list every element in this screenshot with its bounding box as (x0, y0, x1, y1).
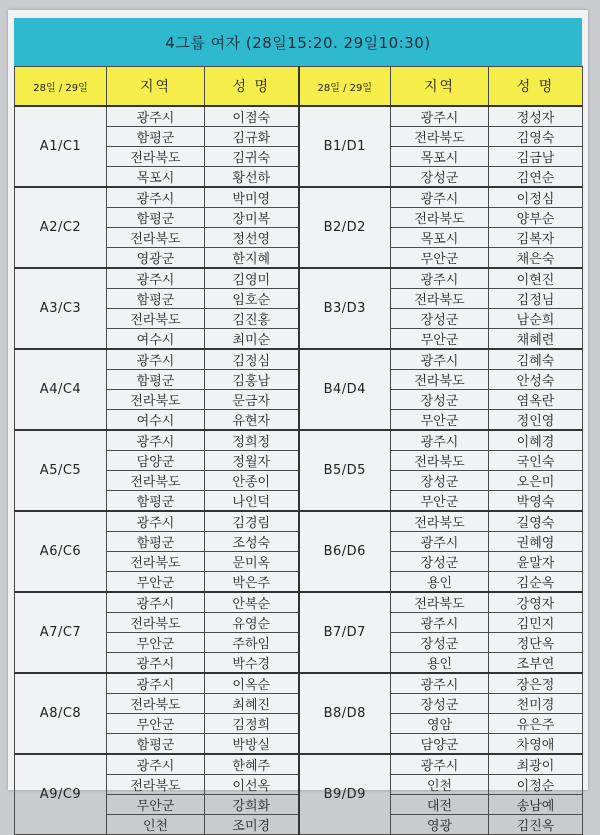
name-cell-left: 김경림 (205, 511, 299, 532)
region-cell-left: 광주시 (107, 511, 205, 532)
name-cell-left: 박은주 (205, 572, 299, 593)
region-cell-left: 목포시 (107, 167, 205, 188)
name-cell-left: 정월자 (205, 451, 299, 471)
region-cell-right: 전라북도 (391, 289, 489, 309)
page-title: 4그룹 여자 (28일15:20. 29일10:30) (14, 18, 582, 66)
name-cell-left: 한혜주 (205, 754, 299, 775)
region-cell-right: 무안군 (391, 329, 489, 350)
region-cell-left: 함평군 (107, 370, 205, 390)
region-cell-right: 영암 (391, 714, 489, 734)
region-cell-right: 무안군 (391, 491, 489, 512)
group-label-right: B3/D3 (299, 268, 391, 349)
group-label-left: A6/C6 (15, 511, 107, 592)
region-cell-left: 담양군 (107, 451, 205, 471)
group-label-right: B6/D6 (299, 511, 391, 592)
name-cell-right: 길영숙 (489, 511, 583, 532)
name-cell-right: 채혜련 (489, 329, 583, 350)
name-cell-right: 천미경 (489, 694, 583, 714)
group-label-left: A2/C2 (15, 187, 107, 268)
name-cell-right: 김영숙 (489, 127, 583, 147)
name-cell-left: 이점숙 (205, 106, 299, 127)
group-label-right: B1/D1 (299, 106, 391, 187)
region-cell-left: 전라북도 (107, 147, 205, 167)
region-cell-right: 광주시 (391, 349, 489, 370)
roster-body (15, 106, 583, 835)
roster-sheet (8, 10, 588, 834)
region-cell-right: 광주시 (391, 268, 489, 289)
region-cell-left: 전라북도 (107, 694, 205, 714)
name-cell-right: 오은미 (489, 471, 583, 491)
name-cell-left: 김진홍 (205, 309, 299, 329)
name-cell-right: 권혜영 (489, 532, 583, 552)
name-cell-left: 이옥순 (205, 673, 299, 694)
region-cell-left: 무안군 (107, 572, 205, 593)
group-roster-table (14, 66, 583, 835)
name-cell-left: 김홍남 (205, 370, 299, 390)
name-cell-left: 김영미 (205, 268, 299, 289)
name-cell-right: 김연순 (489, 167, 583, 188)
region-cell-left: 광주시 (107, 430, 205, 451)
region-cell-left: 전라북도 (107, 613, 205, 633)
group-label-right: B4/D4 (299, 349, 391, 430)
region-cell-right: 전라북도 (391, 370, 489, 390)
name-cell-right: 차영애 (489, 734, 583, 755)
region-cell-left: 광주시 (107, 349, 205, 370)
group-label-right: B9/D9 (299, 754, 391, 835)
region-cell-right: 용인 (391, 572, 489, 593)
name-cell-left: 최미순 (205, 329, 299, 350)
name-cell-right: 김금남 (489, 147, 583, 167)
region-cell-right: 광주시 (391, 430, 489, 451)
region-cell-left: 전라북도 (107, 309, 205, 329)
header-region-right: 지역 (391, 67, 489, 107)
region-cell-right: 장성군 (391, 633, 489, 653)
name-cell-left: 안종이 (205, 471, 299, 491)
region-cell-left: 전라북도 (107, 228, 205, 248)
region-cell-left: 여수시 (107, 410, 205, 431)
header-name-right: 성 명 (489, 67, 583, 107)
region-cell-right: 무안군 (391, 410, 489, 431)
name-cell-right: 김민지 (489, 613, 583, 633)
name-cell-right: 유은주 (489, 714, 583, 734)
name-cell-left: 임호순 (205, 289, 299, 309)
name-cell-right: 안성숙 (489, 370, 583, 390)
region-cell-right: 무안군 (391, 248, 489, 269)
region-cell-left: 전라북도 (107, 775, 205, 795)
name-cell-left: 문금자 (205, 390, 299, 410)
region-cell-right: 전라북도 (391, 511, 489, 532)
region-cell-right: 목포시 (391, 147, 489, 167)
region-cell-left: 무안군 (107, 795, 205, 815)
region-cell-right: 광주시 (391, 106, 489, 127)
header-region-left: 지역 (107, 67, 205, 107)
region-cell-right: 장성군 (391, 167, 489, 188)
group-label-left: A3/C3 (15, 268, 107, 349)
header-name-left: 성 명 (205, 67, 299, 107)
name-cell-left: 조미경 (205, 815, 299, 835)
name-cell-left: 박미영 (205, 187, 299, 208)
table-row (15, 349, 583, 370)
region-cell-left: 무안군 (107, 714, 205, 734)
group-label-left: A4/C4 (15, 349, 107, 430)
table-row (15, 754, 583, 775)
region-cell-right: 목포시 (391, 228, 489, 248)
name-cell-right: 정인영 (489, 410, 583, 431)
table-row (15, 430, 583, 451)
group-label-right: B2/D2 (299, 187, 391, 268)
header-day-left: 28일 / 29일 (15, 67, 107, 107)
table-header-row (15, 67, 583, 107)
group-label-left: A7/C7 (15, 592, 107, 673)
name-cell-right: 김진옥 (489, 815, 583, 835)
region-cell-right: 장성군 (391, 390, 489, 410)
region-cell-right: 용인 (391, 653, 489, 674)
region-cell-right: 대전 (391, 795, 489, 815)
region-cell-left: 광주시 (107, 592, 205, 613)
name-cell-left: 조성숙 (205, 532, 299, 552)
region-cell-right: 전라북도 (391, 127, 489, 147)
region-cell-left: 영광군 (107, 248, 205, 269)
region-cell-left: 광주시 (107, 106, 205, 127)
region-cell-right: 광주시 (391, 187, 489, 208)
name-cell-left: 이선옥 (205, 775, 299, 795)
region-cell-right: 장성군 (391, 552, 489, 572)
region-cell-right: 광주시 (391, 754, 489, 775)
name-cell-left: 박수경 (205, 653, 299, 674)
group-label-left: A9/C9 (15, 754, 107, 835)
name-cell-left: 한지혜 (205, 248, 299, 269)
name-cell-left: 정희정 (205, 430, 299, 451)
name-cell-right: 송남예 (489, 795, 583, 815)
table-row (15, 511, 583, 532)
region-cell-left: 무안군 (107, 633, 205, 653)
name-cell-left: 장미복 (205, 208, 299, 228)
region-cell-left: 함평군 (107, 208, 205, 228)
region-cell-right: 장성군 (391, 309, 489, 329)
header-day-right: 28일 / 29일 (299, 67, 391, 107)
region-cell-left: 함평군 (107, 289, 205, 309)
region-cell-right: 광주시 (391, 532, 489, 552)
name-cell-left: 김정희 (205, 714, 299, 734)
table-row (15, 106, 583, 127)
group-label-left: A1/C1 (15, 106, 107, 187)
region-cell-left: 전라북도 (107, 471, 205, 491)
name-cell-left: 박방실 (205, 734, 299, 755)
table-row (15, 673, 583, 694)
region-cell-left: 광주시 (107, 268, 205, 289)
region-cell-left: 광주시 (107, 653, 205, 674)
table-row (15, 268, 583, 289)
region-cell-left: 함평군 (107, 532, 205, 552)
name-cell-left: 강희화 (205, 795, 299, 815)
name-cell-right: 김복자 (489, 228, 583, 248)
name-cell-right: 이혜경 (489, 430, 583, 451)
group-label-left: A8/C8 (15, 673, 107, 754)
name-cell-left: 안복순 (205, 592, 299, 613)
region-cell-left: 함평군 (107, 734, 205, 755)
name-cell-right: 박영숙 (489, 491, 583, 512)
region-cell-right: 담양군 (391, 734, 489, 755)
name-cell-right: 이현진 (489, 268, 583, 289)
name-cell-right: 김혜숙 (489, 349, 583, 370)
name-cell-right: 양부순 (489, 208, 583, 228)
region-cell-left: 광주시 (107, 673, 205, 694)
group-label-left: A5/C5 (15, 430, 107, 511)
name-cell-left: 정선영 (205, 228, 299, 248)
name-cell-right: 이정순 (489, 775, 583, 795)
name-cell-right: 장은정 (489, 673, 583, 694)
region-cell-right: 광주시 (391, 673, 489, 694)
region-cell-right: 인천 (391, 775, 489, 795)
region-cell-left: 인천 (107, 815, 205, 835)
region-cell-left: 전라북도 (107, 390, 205, 410)
region-cell-right: 광주시 (391, 613, 489, 633)
name-cell-right: 김순옥 (489, 572, 583, 593)
region-cell-right: 전라북도 (391, 451, 489, 471)
region-cell-left: 전라북도 (107, 552, 205, 572)
group-label-right: B7/D7 (299, 592, 391, 673)
region-cell-right: 전라북도 (391, 208, 489, 228)
region-cell-right: 전라북도 (391, 592, 489, 613)
name-cell-right: 최광이 (489, 754, 583, 775)
name-cell-left: 최혜진 (205, 694, 299, 714)
table-row (15, 187, 583, 208)
region-cell-left: 광주시 (107, 187, 205, 208)
name-cell-right: 이정심 (489, 187, 583, 208)
region-cell-left: 광주시 (107, 754, 205, 775)
name-cell-left: 나인덕 (205, 491, 299, 512)
name-cell-left: 문미옥 (205, 552, 299, 572)
name-cell-right: 조부연 (489, 653, 583, 674)
name-cell-left: 유현자 (205, 410, 299, 431)
name-cell-right: 채은숙 (489, 248, 583, 269)
group-label-right: B5/D5 (299, 430, 391, 511)
name-cell-right: 김정님 (489, 289, 583, 309)
name-cell-left: 김정심 (205, 349, 299, 370)
region-cell-left: 여수시 (107, 329, 205, 350)
region-cell-right: 장성군 (391, 471, 489, 491)
name-cell-left: 황선하 (205, 167, 299, 188)
group-label-right: B8/D8 (299, 673, 391, 754)
name-cell-left: 주하임 (205, 633, 299, 653)
name-cell-right: 정성자 (489, 106, 583, 127)
name-cell-right: 정단옥 (489, 633, 583, 653)
table-row (15, 592, 583, 613)
name-cell-right: 염옥란 (489, 390, 583, 410)
region-cell-right: 영광 (391, 815, 489, 835)
name-cell-left: 김귀숙 (205, 147, 299, 167)
name-cell-right: 국인숙 (489, 451, 583, 471)
region-cell-right: 장성군 (391, 694, 489, 714)
region-cell-left: 함평군 (107, 491, 205, 512)
name-cell-left: 김규화 (205, 127, 299, 147)
name-cell-right: 강영자 (489, 592, 583, 613)
name-cell-right: 윤말자 (489, 552, 583, 572)
name-cell-right: 남순희 (489, 309, 583, 329)
region-cell-left: 함평군 (107, 127, 205, 147)
name-cell-left: 유영순 (205, 613, 299, 633)
